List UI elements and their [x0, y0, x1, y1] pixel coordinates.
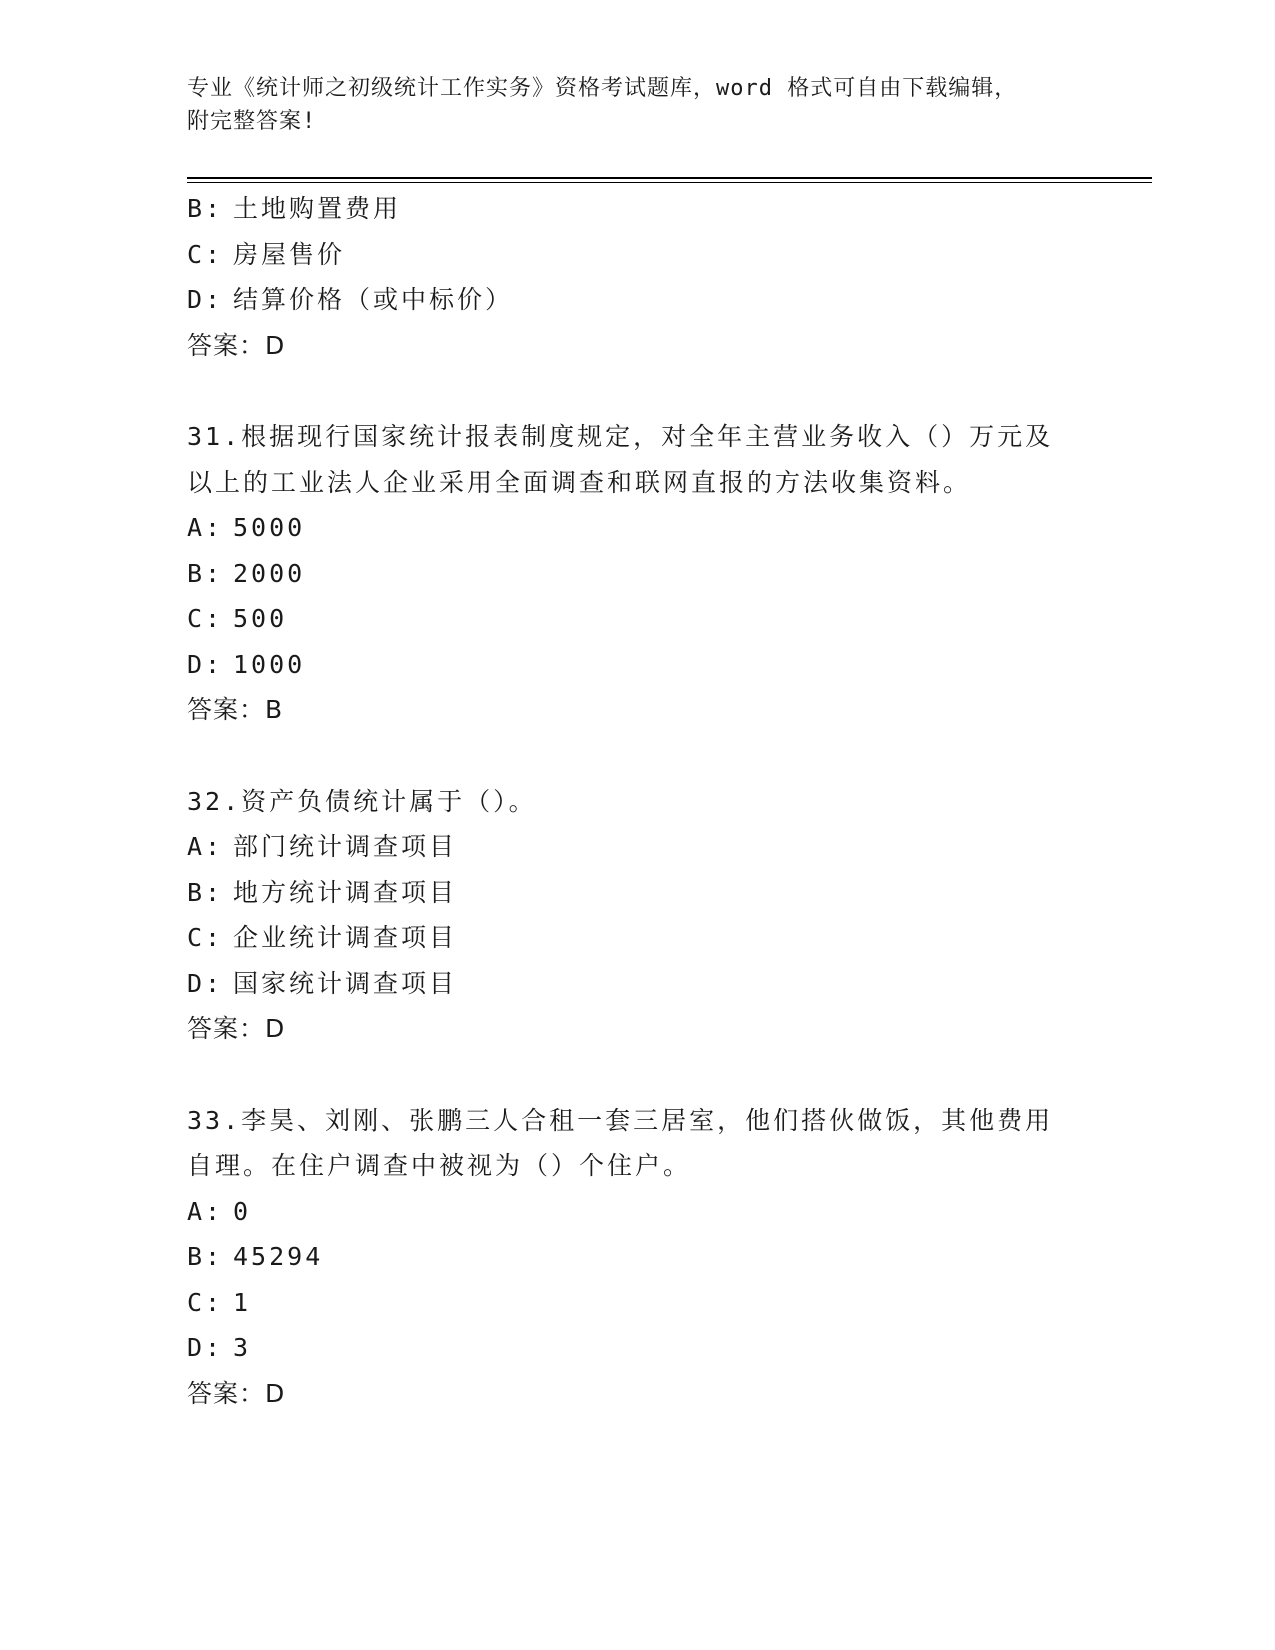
question-32	[187, 779, 1087, 1052]
option-c	[187, 232, 1087, 278]
question-text-line-2: 以上的工业法人企业采用全面调查和联网直报的方法收集资料。	[187, 467, 972, 497]
option-d	[187, 1325, 1087, 1371]
option-b	[187, 551, 1087, 597]
option-text: 地方统计调查项目	[233, 877, 458, 907]
option-text: 1000	[233, 649, 306, 679]
partial-question	[187, 186, 1087, 368]
option-text: 0	[233, 1196, 252, 1226]
option-c	[187, 596, 1087, 642]
option-d	[187, 961, 1087, 1007]
option-key: A:	[187, 832, 224, 861]
option-key: A:	[187, 513, 224, 542]
question-text-line-1: 33.李昊、刘刚、张鹏三人合租一套三居室，他们搭伙做饭，其他费用	[187, 1105, 1054, 1135]
option-key: B:	[187, 558, 224, 588]
option-a	[187, 505, 1087, 551]
option-text: 房屋售价	[233, 239, 346, 269]
header-divider-thin	[187, 182, 1152, 183]
option-key: C:	[187, 1287, 224, 1317]
option-text: 结算价格（或中标价）	[233, 285, 514, 314]
option-text: 1	[233, 1287, 252, 1317]
option-key: C:	[187, 239, 224, 269]
option-a	[187, 1189, 1087, 1235]
option-key: D:	[187, 285, 224, 314]
answer-line: 答案：B	[187, 695, 284, 724]
option-text: 5000	[233, 513, 306, 542]
option-text: 土地购置费用	[233, 194, 402, 223]
option-text: 2000	[233, 558, 306, 588]
option-b	[187, 870, 1087, 916]
question-text-line-1: 31.根据现行国家统计报表制度规定，对全年主营业务收入（）万元及	[187, 422, 1054, 451]
option-text: 3	[233, 1333, 252, 1362]
header-line-1: 专业《统计师之初级统计工作实务》资格考试题库，word 格式可自由下载编辑，	[187, 76, 1018, 101]
option-a	[187, 824, 1087, 870]
question-text-line-1: 32.资产负债统计属于（）。	[187, 786, 537, 816]
option-key: D:	[187, 968, 224, 998]
option-key: B:	[187, 1242, 224, 1271]
option-text: 企业统计调查项目	[233, 923, 458, 952]
option-key: B:	[187, 877, 224, 907]
option-text: 国家统计调查项目	[233, 968, 458, 998]
option-text: 45294	[233, 1242, 324, 1271]
answer-line: 答案：D	[187, 1378, 286, 1408]
question-33	[187, 1098, 1087, 1417]
question-list	[187, 186, 1087, 1416]
option-key: C:	[187, 604, 224, 633]
question-text-line-2: 自理。在住户调查中被视为（）个住户。	[187, 1151, 692, 1180]
header-line-2: 附完整答案!	[187, 109, 317, 134]
option-key: D:	[187, 649, 224, 679]
option-key: B:	[187, 194, 224, 223]
answer-line: 答案：D	[187, 1014, 286, 1043]
option-b	[187, 1234, 1087, 1280]
option-c	[187, 1280, 1087, 1326]
option-key: D:	[187, 1333, 224, 1362]
option-key: C:	[187, 923, 224, 952]
document-header	[187, 72, 1067, 138]
option-b	[187, 186, 1087, 232]
question-31	[187, 414, 1087, 733]
answer-line: 答案：D	[187, 330, 286, 360]
option-c	[187, 915, 1087, 961]
header-divider-thick	[187, 177, 1152, 179]
option-text: 500	[233, 604, 288, 633]
option-text: 部门统计调查项目	[233, 832, 458, 861]
option-d	[187, 642, 1087, 688]
option-key: A:	[187, 1196, 224, 1226]
option-d	[187, 277, 1087, 323]
